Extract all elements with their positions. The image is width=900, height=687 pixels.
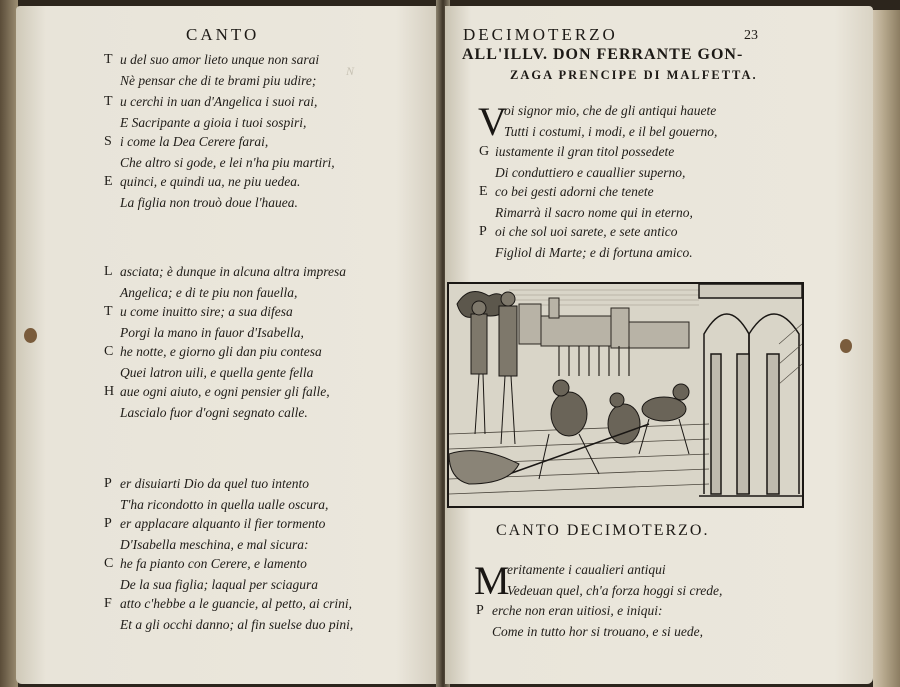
verse-line: oi signor mio, che de gli antiqui hauete — [504, 103, 717, 118]
left-running-header: CANTO — [186, 25, 260, 44]
verse-line: he notte, e giorno gli dan piu contesa — [120, 344, 322, 359]
stanza-initial: P — [104, 476, 112, 491]
verse-line: Tutti i costumi, i modi, e il bel gouerno, — [504, 124, 718, 139]
dedication-line-1: ALL'ILLV. DON FERRANTE GON- — [462, 46, 744, 63]
verse-line: Et a gli occhi danno; al fin suelse duo pini, — [120, 617, 354, 632]
verse-line: co bei gesti adorni che tenete — [495, 184, 654, 199]
verse-line: he fa pianto con Cerere, e lamento — [120, 556, 307, 571]
verse-line: Nè pensar che di te brami piu udire; — [120, 73, 317, 88]
stanza-initial: P — [479, 224, 487, 239]
verse-line: u del suo amor lieto unque non sarai — [120, 52, 320, 67]
canto-title: CANTO DECIMOTERZO. — [496, 522, 710, 539]
verse-line: Che altro si gode, e lei n'ha piu martiri, — [120, 155, 335, 170]
decorated-initial: M — [474, 558, 510, 603]
woodcut-illustration — [447, 282, 804, 508]
stanza-initial: S — [104, 134, 112, 149]
verse-line: erche non eran uitiosi, e iniqui: — [492, 603, 663, 618]
verse-line: E Sacripante a gioia i tuoi sospiri, — [120, 115, 307, 130]
stanza-initial: T — [104, 52, 113, 67]
verse-line: Angelica; e di te piu non fauella, — [120, 285, 298, 300]
wormhole-stain — [24, 328, 37, 343]
verse-line: atto c'hebbe a le guancie, al petto, ai crini, — [120, 596, 352, 611]
verse-line: er applacare alquanto il fier tormento — [120, 516, 326, 531]
stanza-initial: G — [479, 144, 490, 159]
page-number: 23 — [744, 28, 758, 43]
verse-line: De la sua figlia; laqual per sciagura — [120, 577, 318, 592]
woodcut-scene — [449, 284, 802, 506]
verse-line: Quei latron uili, e quella gente fella — [120, 365, 314, 380]
verse-line: Di conduttiero e cauallier superno, — [495, 165, 686, 180]
verse-line: Figliol di Marte; e di fortuna amico. — [495, 245, 693, 260]
verse-line: Porgi la mano in fauor d'Isabella, — [120, 325, 304, 340]
decorated-initial: V — [478, 99, 507, 144]
stanza-initial: F — [104, 596, 112, 611]
verse-line: asciata; è dunque in alcuna altra impresa — [120, 264, 346, 279]
verse-line: aue ogni aiuto, e ogni pensier gli falle, — [120, 384, 330, 399]
dedication-line-2: ZAGA PRENCIPE DI MALFETTA. — [510, 68, 758, 82]
stanza-initial: C — [104, 556, 114, 571]
verse-line: quinci, e quindi ua, ne piu uedea. — [120, 174, 301, 189]
stanza-initial: T — [104, 94, 113, 109]
verse-line: D'Isabella meschina, e mal sicura: — [120, 537, 309, 552]
verse-line: i come la Dea Cerere farai, — [120, 134, 269, 149]
verse-line: Vedeuan quel, ch'a forza hoggi si crede, — [507, 583, 723, 598]
left-page — [16, 6, 440, 684]
stanza-initial: T — [104, 304, 113, 319]
verse-line: T'ha ricondotto in quella ualle oscura, — [120, 497, 329, 512]
verse-line: La figlia non trouò doue l'hauea. — [120, 195, 298, 210]
verse-line: u come inuitto sire; a sua difesa — [120, 304, 293, 319]
stanza-initial: E — [104, 174, 113, 189]
verse-line: oi che sol uoi sarete, e sete antico — [495, 224, 678, 239]
show-through-text: N — [346, 64, 355, 78]
wormhole-stain — [840, 339, 852, 353]
stanza-initial: P — [104, 516, 112, 531]
stanza-initial: L — [104, 264, 113, 279]
right-running-header: DECIMOTERZO — [463, 25, 618, 44]
verse-line: eritamente i caualieri antiqui — [507, 562, 666, 577]
verse-line: Rimarrà il sacro nome qui in eterno, — [495, 205, 693, 220]
stanza-initial: P — [476, 603, 484, 618]
right-book-edge — [873, 10, 900, 687]
stanza-initial: E — [479, 184, 488, 199]
verse-line: iustamente il gran titol possedete — [495, 144, 675, 159]
verse-line: er disuiarti Dio da quel tuo intento — [120, 476, 309, 491]
stanza-initial: C — [104, 344, 114, 359]
verse-line: u cerchi in uan d'Angelica i suoi rai, — [120, 94, 318, 109]
verse-line: Come in tutto hor si trouano, e si uede, — [492, 624, 703, 639]
verse-line: Lascialo fuor d'ogni segnato calle. — [120, 405, 308, 420]
stanza-initial: H — [104, 384, 115, 399]
